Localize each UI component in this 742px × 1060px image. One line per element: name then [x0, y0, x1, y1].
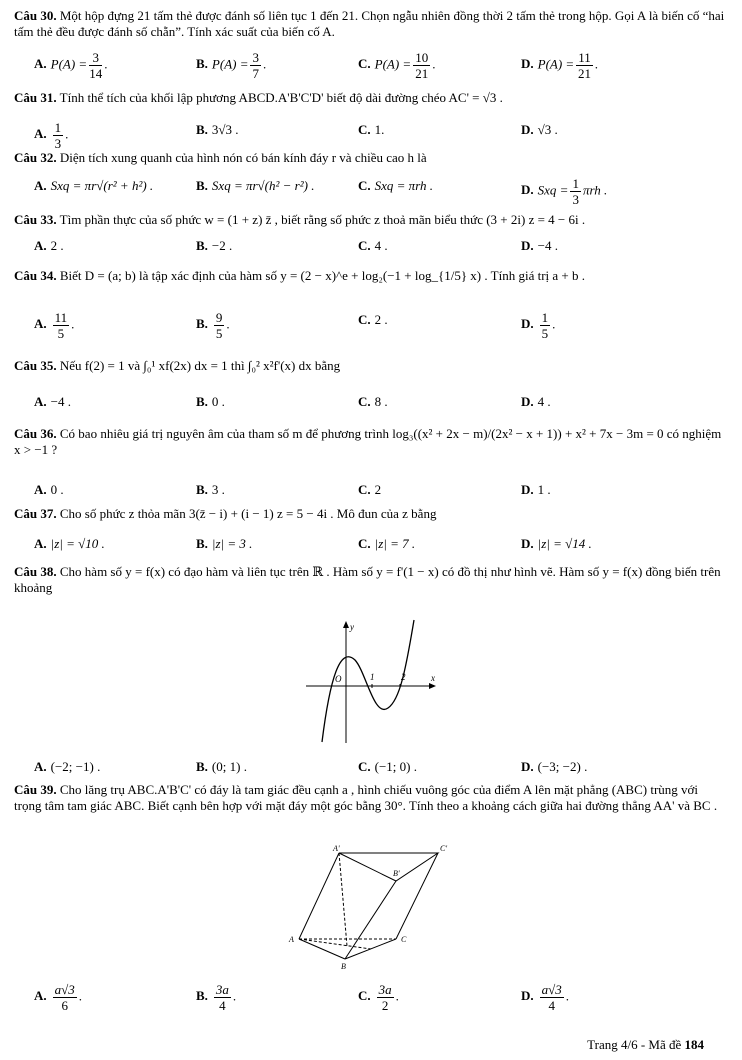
- label-B: B: [341, 962, 346, 971]
- y-axis-arrow: [343, 621, 349, 628]
- top-face: [339, 853, 438, 881]
- question-34-options: [0, 310, 742, 341]
- option-c[interactable]: C. 4 .: [358, 238, 388, 253]
- edge-CC1: [396, 853, 438, 939]
- question-text: Cho hàm số y = f(x) có đạo hàm và liên tục trên ℝ . Hàm số y = f'(1 − x) có đồ thị như hình vẽ. Hàm số y = f(x) đồng biến trên khoảng: [14, 564, 721, 595]
- option-b[interactable]: B. 3√3 .: [196, 122, 239, 137]
- question-number: Câu 30.: [14, 8, 57, 23]
- question-number: Câu 33.: [14, 212, 57, 227]
- question-text: Biết D = (a; b) là tập xác định của hàm số y = (2 − x)^e + log₂(−1 + log_{1/5} x) . Tính giá trị a + b .: [59, 268, 585, 283]
- label-A1: A': [333, 844, 340, 853]
- option-a[interactable]: A. |z| = √10 .: [34, 536, 105, 551]
- option-b[interactable]: B. (0; 1) .: [196, 759, 247, 774]
- edge-BB1: [345, 881, 396, 959]
- question-31: [14, 90, 728, 106]
- option-d[interactable]: D. (−3; −2) .: [521, 759, 588, 774]
- question-number: Câu 37.: [14, 506, 57, 521]
- question-32-options: [0, 176, 742, 207]
- option-d[interactable]: D. Sxq = $\frac{1}{3}$ πrh .: [521, 176, 608, 207]
- question-text: Có bao nhiêu giá trị nguyên âm của tham số m để phương trình log₃((x² + 2x − m)/(2x² − x + 1)) + x² + 7x − 3m = 0 có nghiệm x > −1 ?: [14, 426, 722, 457]
- option-b[interactable]: B. 0 .: [196, 394, 225, 409]
- tick-1-label: 1: [370, 672, 375, 682]
- question-32: [14, 150, 728, 166]
- question-text: Tính thể tích của khối lập phương ABCD.A'B'C'D' biết độ dài đường chéo AC' = √3 .: [59, 90, 503, 105]
- option-a[interactable]: A. Sxq = πr√(r² + h²) .: [34, 178, 154, 193]
- question-37-options: [0, 534, 742, 558]
- option-d[interactable]: D. P(A) = $\frac{11}{21}$ .: [521, 50, 598, 81]
- question-text: Tìm phần thực của số phức w = (1 + z) z̄ , biết rằng số phức z thoả mãn biểu thức (3 + 2i) z = 4 − 6i .: [59, 212, 586, 227]
- option-b[interactable]: B. −2 .: [196, 238, 233, 253]
- height-hidden: [339, 853, 347, 946]
- option-a[interactable]: A. $\frac{1}{3}$ .: [34, 120, 69, 151]
- question-36: [14, 426, 728, 458]
- label-A: A: [289, 935, 294, 944]
- y-label: y: [350, 622, 354, 632]
- edge-AA1: [299, 853, 339, 939]
- option-b[interactable]: B. P(A) = $\frac{3}{7}$ .: [196, 50, 267, 81]
- question-number: Câu 36.: [14, 426, 57, 441]
- question-39: [14, 782, 728, 814]
- option-d[interactable]: D. $\frac{1}{5}$ .: [521, 310, 556, 341]
- question-38-options: [0, 757, 742, 781]
- question-text: Cho số phức z thỏa mãn 3(z̄ − i) + (i − 1) z = 5 − 4i . Mô đun của z bằng: [59, 506, 437, 521]
- option-b[interactable]: B. Sxq = πr√(h² − r²) .: [196, 178, 315, 193]
- option-a[interactable]: A. −4 .: [34, 394, 71, 409]
- question-text: Cho lăng trụ ABC.A'B'C' có đáy là tam giác đều cạnh a , hình chiếu vuông góc của điểm A lên mặt phẳng (ABC) trùng với trọng tâm tam giác ABC. Biết cạnh bên hợp với mặt đáy một góc bằng 30°. Tính theo a khoảng cách giữa hai đường thẳng AA' và BC .: [14, 782, 718, 813]
- question-number: Câu 32.: [14, 150, 57, 165]
- question-34: [14, 268, 728, 284]
- question-text: Nếu f(2) = 1 và ∫₀¹ xf(2x) dx = 1 thì ∫₀² x²f'(x) dx bằng: [59, 358, 341, 373]
- option-d[interactable]: D. $\frac{a√3}{4}$ .: [521, 982, 570, 1013]
- question-30: [14, 8, 728, 40]
- question-30-options: [0, 50, 742, 81]
- option-c[interactable]: C. P(A) = $\frac{10}{21}$ .: [358, 50, 436, 81]
- label-B1: B': [393, 869, 400, 878]
- x-axis-arrow: [429, 683, 436, 689]
- option-b[interactable]: B. $\frac{9}{5}$ .: [196, 310, 230, 341]
- question-number: Câu 31.: [14, 90, 57, 105]
- option-c[interactable]: C. |z| = 7 .: [358, 536, 416, 551]
- question-36-options: [0, 480, 742, 504]
- tick-2-label: 2: [401, 672, 406, 682]
- question-number: Câu 34.: [14, 268, 57, 283]
- question-number: Câu 38.: [14, 564, 57, 579]
- x-label: x: [431, 673, 435, 683]
- option-c[interactable]: C. 2: [358, 482, 382, 497]
- edge-AB: [299, 939, 345, 959]
- option-c[interactable]: C. 2 .: [358, 312, 388, 327]
- option-c[interactable]: C. 1.: [358, 122, 385, 137]
- footer-text: Trang 4/6 - Mã đề: [587, 1037, 682, 1052]
- option-c[interactable]: C. Sxq = πrh .: [358, 178, 434, 193]
- option-a[interactable]: A. P(A) = $\frac{3}{14}$ .: [34, 50, 108, 81]
- label-C: C: [401, 935, 407, 944]
- option-a[interactable]: A. $\frac{11}{5}$ .: [34, 310, 75, 341]
- question-35: [14, 358, 728, 374]
- question-number: Câu 35.: [14, 358, 57, 373]
- question-31-options: [0, 120, 742, 151]
- option-a[interactable]: A. 2 .: [34, 238, 64, 253]
- derivative-graph: [300, 618, 445, 748]
- question-38: [14, 564, 728, 596]
- option-b[interactable]: B. $\frac{3a}{4}$ .: [196, 982, 237, 1013]
- question-text: Diện tích xung quanh của hình nón có bán kính đáy r và chiều cao h là: [59, 150, 427, 165]
- option-b[interactable]: B. 3 .: [196, 482, 225, 497]
- question-35-options: [0, 392, 742, 416]
- question-text: Một hộp đựng 21 tấm thẻ được đánh số liên tục 1 đến 21. Chọn ngẫu nhiên đồng thời 2 tấm thẻ trong hộp. Gọi A là biến cố “hai tấm thẻ đều được đánh số chẵn”. Tính xác suất của biến cố A.: [14, 8, 725, 39]
- question-37: [14, 506, 728, 522]
- question-33-options: [0, 236, 742, 260]
- prism-figure: [283, 843, 448, 971]
- option-b[interactable]: B. |z| = 3 .: [196, 536, 253, 551]
- exam-code: 184: [684, 1037, 704, 1052]
- option-c[interactable]: C. $\frac{3a}{2}$ .: [358, 982, 399, 1013]
- option-a[interactable]: A. $\frac{a√3}{6}$ .: [34, 982, 83, 1013]
- option-d[interactable]: D. √3 .: [521, 122, 558, 137]
- option-d[interactable]: D. |z| = √14 .: [521, 536, 592, 551]
- option-a[interactable]: A. (−2; −1) .: [34, 759, 101, 774]
- option-c[interactable]: C. (−1; 0) .: [358, 759, 417, 774]
- option-c[interactable]: C. 8 .: [358, 394, 388, 409]
- page-footer: [587, 1037, 704, 1053]
- option-d[interactable]: D. −4 .: [521, 238, 558, 253]
- origin-label: O: [335, 674, 342, 684]
- question-number: Câu 39.: [14, 782, 57, 797]
- question-33: [14, 212, 728, 228]
- label-C1: C': [440, 844, 448, 853]
- option-d[interactable]: D. 4 .: [521, 394, 551, 409]
- option-d[interactable]: D. 1 .: [521, 482, 551, 497]
- option-a[interactable]: A. 0 .: [34, 482, 64, 497]
- question-39-options: [0, 982, 742, 1013]
